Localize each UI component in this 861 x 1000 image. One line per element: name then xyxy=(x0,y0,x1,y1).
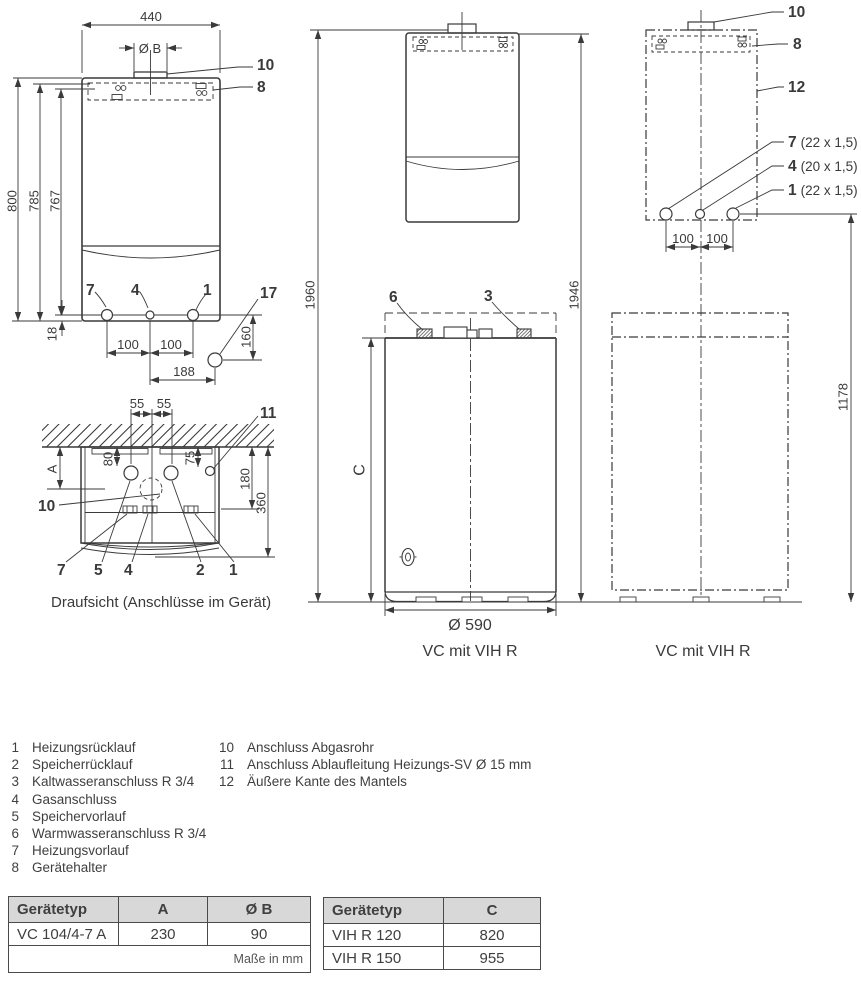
side-dim-100b-text: 100 xyxy=(706,231,728,246)
dim-18-text: 18 xyxy=(44,326,60,342)
side-conn-4-label xyxy=(788,158,858,175)
top-view-caption: Draufsicht (Anschlüsse im Gerät) xyxy=(51,594,272,611)
dim-1178 xyxy=(740,214,857,602)
top-label-5: 5 xyxy=(94,562,103,579)
combo-caption: VC mit VIH R xyxy=(422,643,518,660)
side-conn-7-size: (22 x 1,5) xyxy=(800,135,858,150)
leader-conn1 xyxy=(736,190,784,208)
legend-num: 10 xyxy=(218,740,234,755)
header-c: C xyxy=(444,898,541,924)
cold-water-stub xyxy=(517,329,531,338)
connection-17-circle xyxy=(208,353,222,367)
cell-device-name: VC 104/4-7 A xyxy=(9,923,119,946)
dim-1178-text: 1178 xyxy=(835,383,851,411)
units-note: Maße in mm xyxy=(9,946,311,973)
dim-767-text: 767 xyxy=(47,190,63,212)
cell-cylinder-name: VIH R 120 xyxy=(324,924,444,947)
leader-conn7 xyxy=(668,142,784,209)
legend-item-12 xyxy=(218,773,531,790)
dim-C-text: C xyxy=(351,464,369,476)
leader-4 xyxy=(140,292,148,308)
legend-num: 1 xyxy=(11,740,19,755)
legend-label: Warmwasseranschluss R 3/4 xyxy=(32,826,207,842)
dim-160-text: 160 xyxy=(238,326,254,348)
side-cylinder-outline xyxy=(612,313,788,602)
wall-hatching xyxy=(42,424,274,447)
table-row xyxy=(324,924,541,947)
casing-outline xyxy=(646,30,757,220)
dim-100b-text: 100 xyxy=(160,337,182,352)
sv-drain-circle xyxy=(206,467,215,476)
cyl-return-circle xyxy=(164,466,178,480)
device-spec-table xyxy=(8,896,311,973)
legend-label: Äußere Kante des Mantels xyxy=(247,774,407,790)
center-stub-small xyxy=(467,330,477,338)
dim-180-text: 180 xyxy=(237,468,253,490)
combo-label-3: 3 xyxy=(484,288,493,305)
combo-bracket-zone xyxy=(413,37,513,51)
front-label-10: 10 xyxy=(257,57,275,74)
legend-label: Kaltwasseranschluss R 3/4 xyxy=(32,774,195,790)
dim-1946-text: 1946 xyxy=(566,280,582,310)
header-ob: Ø B xyxy=(208,897,311,923)
side-conn-7-circle xyxy=(660,208,672,220)
dim-75 xyxy=(183,447,199,467)
top-label-7: 7 xyxy=(57,562,66,579)
legend-item-5 xyxy=(10,808,206,825)
dim-A-text: A xyxy=(44,464,60,474)
leader-conn4 xyxy=(703,166,784,210)
legend-column-left xyxy=(10,739,206,877)
combo-door-curve xyxy=(406,161,519,170)
leader-2-top xyxy=(172,481,201,562)
door-curve xyxy=(82,250,220,258)
side-conn-1-circle xyxy=(727,208,739,220)
dim-flue-text: Ø B xyxy=(138,41,162,56)
dim-55b-text: 55 xyxy=(156,396,172,411)
leader-bracket xyxy=(213,87,253,90)
front-curve-outer xyxy=(81,543,219,550)
front-label-7: 7 xyxy=(86,282,95,299)
connection-4-circle xyxy=(146,311,154,319)
dim-C xyxy=(352,338,386,602)
dim-360-text: 360 xyxy=(253,492,269,514)
legend-num: 11 xyxy=(219,757,234,773)
legend-item-6 xyxy=(10,825,206,842)
leader-12-side xyxy=(757,87,784,91)
front-view-drawing xyxy=(5,9,278,385)
legend-label: Anschluss Abgasrohr xyxy=(247,740,374,755)
legend-num: 4 xyxy=(11,791,19,807)
dim-A xyxy=(45,447,106,489)
legend-item-11 xyxy=(218,756,531,773)
legend-item-8 xyxy=(10,859,206,876)
leader-flue xyxy=(167,67,253,74)
front-label-17: 17 xyxy=(260,285,278,302)
center-stub-right xyxy=(479,329,492,338)
connector-tabs xyxy=(123,506,198,513)
legend-num: 7 xyxy=(11,843,19,859)
legend-label: Speicherrücklauf xyxy=(32,757,133,773)
table-header-row xyxy=(324,898,541,924)
front-label-4: 4 xyxy=(131,282,140,299)
side-dim-100a-text: 100 xyxy=(672,231,694,246)
legend-label: Heizungsrücklauf xyxy=(32,740,136,755)
top-label-1: 1 xyxy=(229,562,238,579)
table-row xyxy=(9,923,311,946)
top-label-11: 11 xyxy=(260,405,277,422)
cell-a-value: 230 xyxy=(119,923,208,946)
cylinder-spec-table xyxy=(323,897,541,970)
leader-7-top xyxy=(66,514,127,562)
flue-dashed-circle xyxy=(140,478,162,500)
side-caption: VC mit VIH R xyxy=(655,643,751,660)
header-geraetetyp: Gerätetyp xyxy=(9,897,119,923)
legend-num: 6 xyxy=(11,826,19,842)
front-label-1: 1 xyxy=(203,282,212,299)
dim-188-text: 188 xyxy=(173,364,195,379)
header-a: A xyxy=(119,897,208,923)
dim-440-text: 440 xyxy=(140,9,162,24)
bracket-glyph-left xyxy=(112,86,126,100)
side-label-10: 10 xyxy=(788,4,806,21)
dim-785-text: 785 xyxy=(26,190,42,212)
side-conn-7-label xyxy=(788,134,858,151)
legend-label: Heizungsvorlauf xyxy=(32,843,129,859)
combo-label-6: 6 xyxy=(389,289,398,306)
connection-7-circle xyxy=(102,310,113,321)
legend-label: Gerätehalter xyxy=(32,860,108,876)
leader-7 xyxy=(95,292,106,307)
dim-1960 xyxy=(303,30,449,602)
center-stub-large xyxy=(444,327,467,338)
combo-cylinder xyxy=(385,313,556,602)
leader-10-top xyxy=(59,494,160,505)
side-conn-4-size: (20 x 1,5) xyxy=(800,159,858,174)
top-view-drawing xyxy=(38,396,277,611)
leader-10-side xyxy=(714,12,784,22)
dim-100a-text: 100 xyxy=(117,337,139,352)
drain-valve xyxy=(400,549,417,566)
legend-item-3 xyxy=(10,773,206,790)
dhw-stub xyxy=(417,329,432,338)
bracket-glyph-right xyxy=(196,84,207,96)
front-label-8: 8 xyxy=(257,79,266,96)
top-label-4: 4 xyxy=(124,562,133,579)
cell-c-value: 955 xyxy=(444,947,541,970)
legend-column-right xyxy=(218,739,531,791)
legend-item-7 xyxy=(10,842,206,859)
dim-55a-text: 55 xyxy=(129,396,145,411)
legend-label: Speichervorlauf xyxy=(32,808,126,824)
dim-80 xyxy=(101,447,118,466)
combo-boiler-body xyxy=(406,33,519,222)
cyl-flow-circle xyxy=(124,466,138,480)
side-label-12: 12 xyxy=(788,79,806,96)
side-conn-4-num: 4 xyxy=(788,158,797,175)
legend-label: Gasanschluss xyxy=(32,791,117,807)
legend-num: 2 xyxy=(11,757,19,773)
table-row xyxy=(324,947,541,970)
side-conn-4-circle xyxy=(696,210,705,219)
dim-800-text: 800 xyxy=(4,190,20,212)
side-conn-1-size: (22 x 1,5) xyxy=(800,183,858,198)
dim-75-text: 75 xyxy=(182,450,198,466)
legend-item-2 xyxy=(10,756,206,773)
legend-item-4 xyxy=(10,791,206,808)
dim-800 xyxy=(5,78,83,321)
legend-item-1 xyxy=(10,739,206,756)
header-geraetetyp: Gerätetyp xyxy=(324,898,444,924)
side-view-drawing xyxy=(588,4,858,660)
dim-1960-text: 1960 xyxy=(302,280,318,310)
side-conn-1-num: 1 xyxy=(788,182,797,199)
legend-num: 12 xyxy=(218,774,234,790)
boiler-body xyxy=(82,78,220,321)
top-label-2: 2 xyxy=(196,562,205,579)
dim-80-text: 80 xyxy=(100,451,116,467)
legend-num: 3 xyxy=(11,774,19,790)
leader-1-top xyxy=(195,514,234,562)
combo-view-drawing xyxy=(303,12,601,660)
leader-6 xyxy=(397,303,423,330)
dim-1946 xyxy=(519,34,589,602)
side-dim-100-100 xyxy=(666,221,733,252)
top-label-10: 10 xyxy=(38,498,56,515)
leader-3 xyxy=(492,302,519,329)
leader-5-top xyxy=(102,481,130,562)
cell-cylinder-name: VIH R 150 xyxy=(324,947,444,970)
connection-1-circle xyxy=(188,310,199,321)
side-conn-7-num: 7 xyxy=(788,134,797,151)
cell-c-value: 820 xyxy=(444,924,541,947)
side-conn-1-label xyxy=(788,182,858,199)
table-footer-row xyxy=(9,946,311,973)
side-label-8: 8 xyxy=(793,36,802,53)
legend-label: Anschluss Ablaufleitung Heizungs-SV Ø 15 mm xyxy=(247,757,532,773)
legend-num: 8 xyxy=(11,860,19,876)
dim-100-100-188 xyxy=(107,321,215,385)
cell-ob-value: 90 xyxy=(208,923,311,946)
table-header-row xyxy=(9,897,311,923)
legend-num: 5 xyxy=(11,808,19,824)
legend-item-10 xyxy=(218,739,531,756)
dim-590-text: Ø 590 xyxy=(448,617,492,634)
